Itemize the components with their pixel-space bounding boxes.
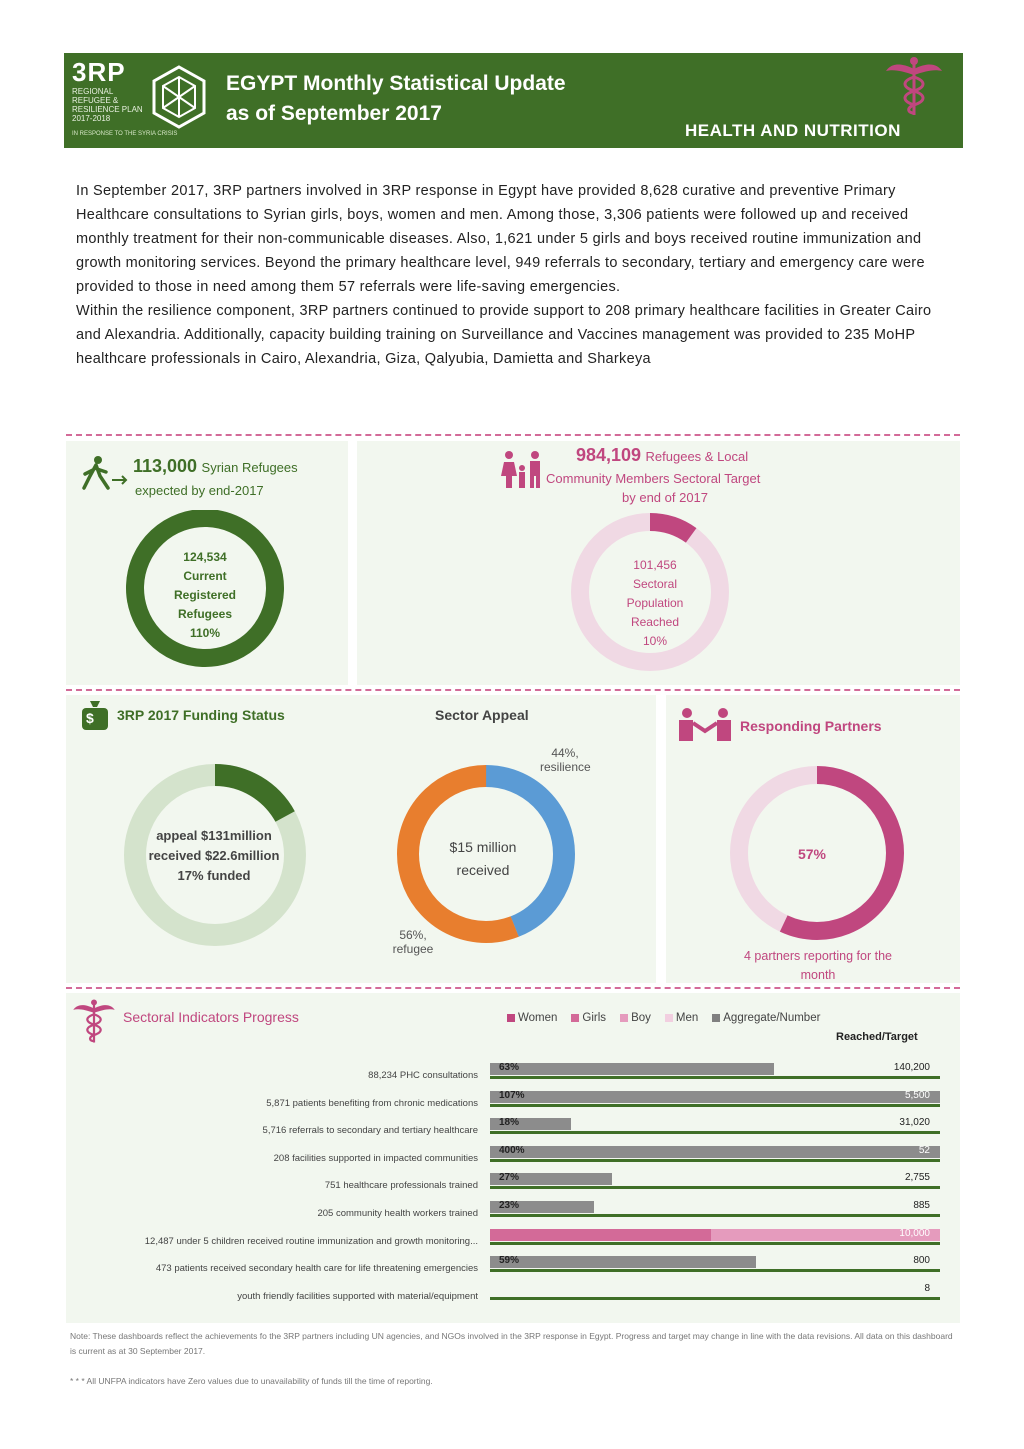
intro-paragraph-1: In September 2017, 3RP partners involved in 3RP response in Egypt have provided 8,628 curative and preventive Primary Healthcare consultations to Syrian girls, boys, women and men. Among those, 3,306 patients were followed up and received monthly treatment for their non-communicable diseases. Also, 1,621 under 5 girls and boys received routine immunization and growth monitoring services. Beyond the primary healthcare level, 949 referrals to secondary, tertiary and emergency care were provided to those in need among them 57 referrals were life-saving emergencies. xyxy=(76,183,925,295)
divider xyxy=(66,434,960,436)
indicator-label: 88,234 PHC consultations xyxy=(368,1070,478,1081)
handshake-icon xyxy=(677,707,733,743)
reached-target-header: Reached/Target xyxy=(836,1031,918,1043)
legend-label: Aggregate/Number xyxy=(723,1012,821,1024)
community-number: 984,109 xyxy=(576,445,642,465)
indicator-target-line xyxy=(490,1269,940,1272)
community-center-line: Sectoral xyxy=(632,577,678,591)
indicator-label: 5,716 referrals to secondary and tertiary healthcare xyxy=(262,1125,478,1137)
indicator-target: 140,200 xyxy=(893,1062,930,1073)
legend-item xyxy=(507,1012,557,1024)
indicator-target-line xyxy=(490,1297,940,1300)
indicator-label: 205 community health workers trained xyxy=(317,1208,478,1219)
indicators-title: Sectoral Indicators Progress xyxy=(123,1009,299,1025)
indicator-percent: 107% xyxy=(499,1089,525,1101)
partners-footer xyxy=(700,947,936,985)
indicator-target-line xyxy=(490,1242,940,1245)
legend-item xyxy=(712,1012,820,1024)
indicator-percent: 59% xyxy=(499,1255,520,1267)
indicators-rows xyxy=(70,1060,950,1310)
refugees-registered-number: 124,534 xyxy=(183,550,227,564)
legend-label: Boy xyxy=(631,1012,651,1024)
funding-received: received $22.6million xyxy=(148,848,280,863)
indicator-bar xyxy=(490,1256,756,1268)
indicator-target-line xyxy=(490,1186,940,1189)
page-title xyxy=(226,69,566,129)
money-bag-icon xyxy=(80,699,110,731)
legend-swatch xyxy=(665,1014,673,1022)
caduceus-icon xyxy=(70,998,118,1044)
logo-subtitle: REGIONAL REFUGEE & RESILIENCE PLAN 2017-2018 xyxy=(72,87,143,123)
indicator-percent: 23% xyxy=(499,1200,520,1211)
indicator-percent: 400% xyxy=(499,1144,525,1156)
refugee-text: refugee xyxy=(392,942,434,956)
sector-label: HEALTH AND NUTRITION xyxy=(685,121,901,140)
community-center-line: Population xyxy=(626,596,684,610)
divider xyxy=(66,987,960,989)
community-reached-number: 101,456 xyxy=(633,558,677,572)
indicator-target: 8 xyxy=(924,1282,930,1294)
indicator-target-line xyxy=(490,1076,940,1079)
refugees-center-line: Current xyxy=(183,569,227,583)
legend-swatch xyxy=(620,1014,628,1022)
legend-swatch xyxy=(507,1014,515,1022)
appeal-amount: $15 million xyxy=(449,839,517,855)
legend-swatch xyxy=(712,1014,720,1022)
header-banner xyxy=(64,53,963,148)
community-donut-center xyxy=(600,556,710,651)
indicators-legend xyxy=(507,1008,834,1026)
funding-appeal: appeal $131million xyxy=(156,828,272,843)
community-label-2: Community Members Sectoral Target xyxy=(546,471,761,486)
refugees-donut-center xyxy=(150,548,260,643)
refugee-percent: 56%, xyxy=(399,928,427,942)
indicator-label: 751 healthcare professionals trained xyxy=(324,1180,478,1192)
indicator-label: 12,487 under 5 children received routine immunization and growth monitoring... xyxy=(144,1235,478,1247)
3rp-emblem-icon xyxy=(146,61,212,139)
resilience-text: resilience xyxy=(540,760,591,774)
legend-item xyxy=(665,1012,698,1024)
partners-percent: 57% xyxy=(797,846,827,862)
footnote: Note: These dashboards reflect the achievements fo the 3RP partners including UN agencies, and NGOs involved in the 3RP response in Egypt. Progress and target may change in line with the data revisions. All data on this dashboard is current as at 30 September 2017. xyxy=(70,1331,953,1356)
indicator-target: 2,755 xyxy=(904,1172,930,1184)
refugees-number: 113,000 xyxy=(133,456,198,476)
indicator-target: 10,000 xyxy=(899,1227,930,1239)
indicator-target: 885 xyxy=(913,1200,930,1211)
family-icon xyxy=(498,450,548,490)
divider xyxy=(66,689,960,691)
funding-donut-center xyxy=(134,826,294,886)
funding-title: 3RP 2017 Funding Status xyxy=(117,707,285,723)
legend-swatch xyxy=(571,1014,579,1022)
indicator-label: youth friendly facilities supported with material/equipment xyxy=(237,1290,478,1302)
walking-person-icon xyxy=(82,456,128,490)
partners-footer-line: 4 partners reporting for the xyxy=(744,949,892,963)
indicator-percent: 63% xyxy=(499,1062,520,1073)
footnote-unfpa: * * * All UNFPA indicators have Zero values due to unavailability of funds till the time of reporting. xyxy=(70,1376,433,1386)
legend-item xyxy=(620,1012,651,1024)
refugees-center-line: Refugees xyxy=(177,607,233,621)
indicator-target: 31,020 xyxy=(899,1117,930,1129)
partners-footer-line: month xyxy=(800,968,836,982)
partners-title: Responding Partners xyxy=(740,718,882,734)
resilience-percent: 44%, xyxy=(551,746,579,760)
indicator-target-line xyxy=(490,1131,940,1134)
indicator-label: 208 facilities supported in impacted communities xyxy=(273,1152,478,1164)
refugees-center-line: Registered xyxy=(173,588,237,602)
intro-paragraph-2: Within the resilience component, 3RP partners continued to provide support to 208 primary healthcare facilities in Greater Cairo and Alexandria. Additionally, capacity building training on Surveillance and Vaccines management was provided to 235 MoHP healthcare professionals in Cairo, Alexandria, Giza, Qalyubia, Damietta and Sharkeya xyxy=(76,303,932,367)
indicator-percent: 18% xyxy=(499,1117,520,1129)
indicator-target-line xyxy=(490,1159,940,1162)
title-line-1: EGYPT Monthly Statistical Update xyxy=(226,72,566,95)
appeal-refugee-label xyxy=(385,928,441,956)
indicator-target: 52 xyxy=(918,1144,930,1156)
legend-item xyxy=(571,1012,606,1024)
indicator-target: 800 xyxy=(913,1255,930,1267)
appeal-title: Sector Appeal xyxy=(435,707,529,723)
community-percent: 10% xyxy=(642,634,668,648)
refugees-expected xyxy=(133,456,298,477)
indicator-label: 473 patients received secondary health care for life threatening emergencies xyxy=(155,1263,478,1275)
logo-tagline: IN RESPONSE TO THE SYRIA CRISIS xyxy=(72,131,178,137)
legend-label: Girls xyxy=(582,1012,607,1024)
indicator-target: 5,500 xyxy=(904,1089,930,1101)
dollar-sign: $ xyxy=(86,710,94,726)
indicator-target-line xyxy=(490,1214,940,1217)
community-label-3: by end of 2017 xyxy=(622,490,709,505)
appeal-received: received xyxy=(456,862,510,878)
refugees-label: Syrian Refugees xyxy=(201,460,298,475)
logo-3rp: 3RP xyxy=(72,57,126,87)
indicator-label: 5,871 patients benefiting from chronic medications xyxy=(266,1097,478,1109)
community-label: Refugees & Local xyxy=(645,449,749,464)
refugees-percent: 110% xyxy=(189,626,221,640)
title-line-2: as of September 2017 xyxy=(226,102,442,125)
indicator-target-line xyxy=(490,1104,940,1107)
indicator-bar xyxy=(490,1063,774,1075)
intro-text xyxy=(76,179,956,371)
caduceus-icon xyxy=(884,55,944,117)
indicator-percent: 27% xyxy=(499,1172,520,1184)
community-center-line: Reached xyxy=(630,615,680,629)
appeal-donut-center xyxy=(428,836,538,882)
community-target xyxy=(576,445,748,466)
legend-label: Men xyxy=(675,1012,699,1024)
refugees-expected-label: expected by end-2017 xyxy=(135,483,264,498)
funding-percent: 17% funded xyxy=(177,868,251,883)
legend-label: Women xyxy=(518,1012,558,1024)
